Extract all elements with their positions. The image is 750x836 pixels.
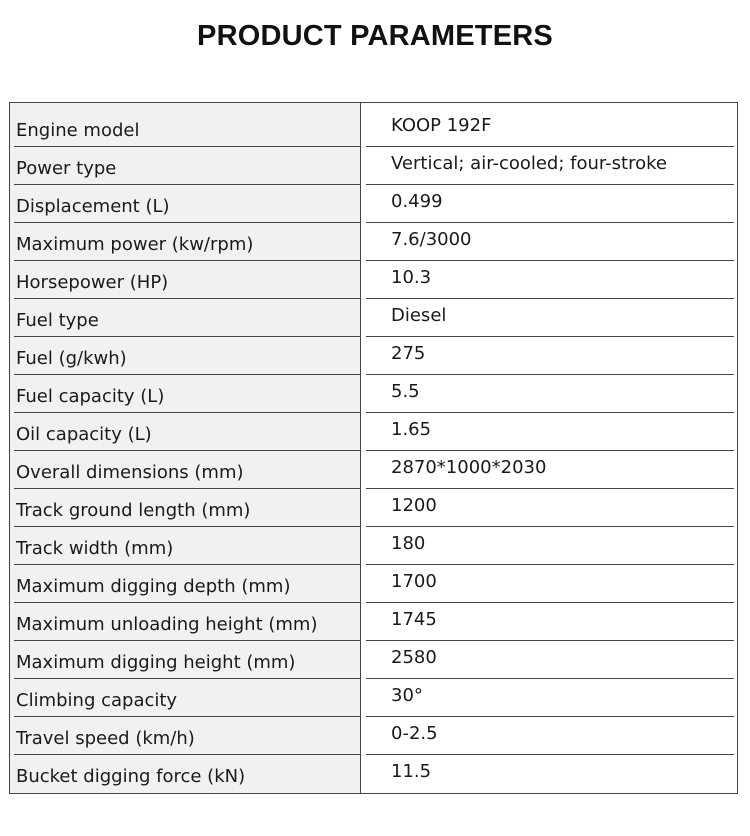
table-row bbox=[10, 717, 737, 755]
parameter-label: Climbing capacity bbox=[16, 690, 178, 711]
table-row bbox=[10, 603, 737, 641]
table-row bbox=[10, 299, 737, 337]
parameter-label: Track ground length (mm) bbox=[16, 500, 251, 521]
parameter-label: Horsepower (HP) bbox=[16, 272, 169, 293]
parameter-value: 180 bbox=[391, 533, 426, 554]
table-row bbox=[10, 337, 737, 375]
parameter-label: Bucket digging force (kN) bbox=[16, 766, 246, 787]
parameter-label: Displacement (L) bbox=[16, 196, 170, 217]
table-row bbox=[10, 413, 737, 451]
parameter-value: 10.3 bbox=[391, 267, 432, 288]
table-row bbox=[10, 527, 737, 565]
table-row bbox=[10, 223, 737, 261]
table-row bbox=[10, 641, 737, 679]
table-row bbox=[10, 679, 737, 717]
table-row bbox=[10, 565, 737, 603]
parameter-label: Travel speed (km/h) bbox=[16, 728, 195, 749]
parameter-value: Vertical; air-cooled; four-stroke bbox=[391, 153, 667, 174]
table-row bbox=[10, 147, 737, 185]
parameter-label: Maximum unloading height (mm) bbox=[16, 614, 318, 635]
parameter-value: 5.5 bbox=[391, 381, 420, 402]
table-row bbox=[10, 185, 737, 223]
parameter-label: Oil capacity (L) bbox=[16, 424, 152, 445]
table-row bbox=[10, 755, 737, 793]
parameters-table bbox=[9, 102, 738, 794]
parameter-value: Diesel bbox=[391, 305, 447, 326]
parameter-value: 30° bbox=[391, 685, 423, 706]
parameter-label: Fuel capacity (L) bbox=[16, 386, 165, 407]
parameter-label: Fuel (g/kwh) bbox=[16, 348, 127, 369]
parameter-label: Fuel type bbox=[16, 310, 99, 331]
parameter-value: 1200 bbox=[391, 495, 437, 516]
parameter-label: Engine model bbox=[16, 120, 140, 141]
parameter-value: 275 bbox=[391, 343, 426, 364]
parameter-value: 7.6/3000 bbox=[391, 229, 472, 250]
parameter-label: Track width (mm) bbox=[16, 538, 174, 559]
parameter-label: Maximum digging height (mm) bbox=[16, 652, 296, 673]
parameter-label: Maximum digging depth (mm) bbox=[16, 576, 291, 597]
parameter-value: 0.499 bbox=[391, 191, 443, 212]
table-row bbox=[10, 451, 737, 489]
table-row bbox=[10, 109, 737, 147]
parameter-label: Overall dimensions (mm) bbox=[16, 462, 244, 483]
parameter-value: 1.65 bbox=[391, 419, 432, 440]
parameter-value: 1700 bbox=[391, 571, 437, 592]
parameter-label: Power type bbox=[16, 158, 117, 179]
parameter-value: 2870*1000*2030 bbox=[391, 457, 547, 478]
parameter-value: 0-2.5 bbox=[391, 723, 438, 744]
parameter-value: 2580 bbox=[391, 647, 437, 668]
parameter-value: 1745 bbox=[391, 609, 437, 630]
parameter-value: KOOP 192F bbox=[391, 115, 492, 136]
table-row bbox=[10, 375, 737, 413]
table-row bbox=[10, 261, 737, 299]
parameter-value: 11.5 bbox=[391, 761, 432, 782]
parameter-label: Maximum power (kw/rpm) bbox=[16, 234, 254, 255]
table-row bbox=[10, 489, 737, 527]
page-title: PRODUCT PARAMETERS bbox=[197, 20, 553, 52]
